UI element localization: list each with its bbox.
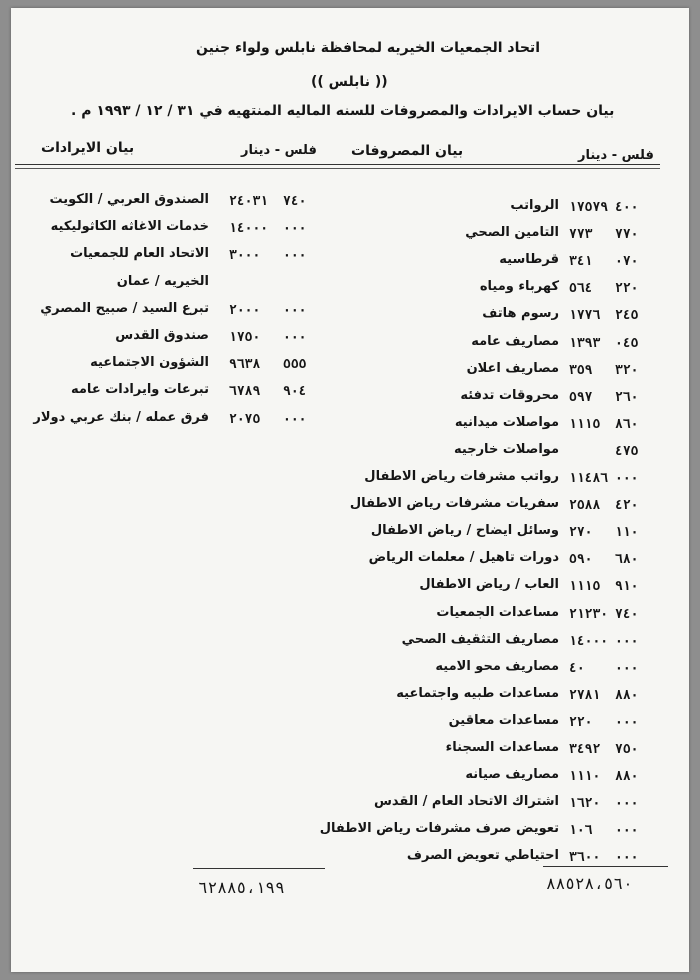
expense-label: مساعدات طبيه واجتماعيه (396, 685, 559, 701)
expense-label: وسائل ايضاح / رياض الاطفال (370, 523, 559, 539)
expense-fils: ٢٢٠ (615, 281, 639, 297)
expense-label: مواصلات ميدانيه (454, 414, 559, 430)
expense-label: الرواتب (510, 198, 559, 213)
expense-label: العاب / رياض الاطفال (419, 577, 559, 593)
expense-fils: ٠٠٠ (615, 471, 639, 486)
revenue-label: صندوق القدس (115, 328, 209, 343)
expense-dinar: ١٧٧٦ (569, 308, 601, 324)
revenue-label: تبرع السيد / صبيح المصري (40, 300, 209, 316)
revenue-fils: ٠٠٠ (283, 411, 307, 427)
expense-fils: ٧٥٠ (615, 742, 639, 757)
expense-label: التامين الصحي (465, 225, 559, 241)
expense-dinar: ٥٩٠ (569, 552, 593, 568)
expense-fils: ٠٠٠ (615, 850, 639, 866)
revenue-fils: ٠٠٠ (283, 221, 307, 237)
expense-dinar: ١٦٢٠ (569, 796, 601, 812)
revenue-fils: ٥٥٥ (283, 357, 307, 373)
expense-dinar: ١١١٥ (569, 579, 601, 595)
header-divider-2 (15, 168, 660, 169)
expense-fils: ١١٠ (615, 525, 639, 541)
revenue-fils: ٩٠٤ (283, 384, 307, 400)
expense-fils: ٨٨٠ (615, 769, 639, 785)
expense-dinar: ٢٧٨١ (569, 687, 601, 703)
expense-dinar: ٢٧٠ (569, 525, 593, 541)
expenses-total-line (543, 866, 668, 867)
col-header-revenues: بيان الايرادات (41, 140, 135, 156)
expense-fils: ٤٢٠ (615, 498, 639, 514)
expense-fils: ٠٧٠ (615, 254, 639, 270)
expense-dinar: ٤٠ (569, 660, 585, 676)
expense-label: مصاريف محو الاميه (435, 658, 559, 674)
expense-fils: ٨٨٠ (615, 687, 639, 703)
expense-fils: ٧٧٠ (615, 227, 639, 243)
revenue-label: الصندوق العربي / الكويت (49, 192, 209, 207)
revenue-dinar: ٦٧٨٩ (229, 384, 261, 400)
expenses-total: ٨٨٥٢٨،٥٦٠ (546, 874, 633, 893)
expense-dinar: ٧٧٣ (569, 227, 593, 243)
col-header-expenses: بيان المصروفات (351, 143, 464, 159)
expense-fils: ٠٠٠ (615, 633, 639, 649)
expense-dinar: ١١٤٨٦ (569, 471, 609, 486)
revenue-fils: ٠٠٠ (283, 330, 307, 345)
expense-dinar: ٢٢٠ (569, 714, 593, 730)
expense-fils: ٠٠٠ (615, 796, 639, 812)
expense-fils: ٧٤٠ (615, 606, 639, 622)
revenues-total: ٦٢٨٨٥،١٩٩ (198, 878, 285, 897)
expense-dinar: ١٧٥٧٩ (569, 200, 609, 215)
document-subtitle: (( نابلس )) (311, 74, 388, 90)
revenue-label: خدمات الاغاثه الكاثوليكيه (50, 219, 209, 235)
expense-fils: ٤٧٥ (615, 443, 639, 459)
expense-label: قرطاسيه (499, 252, 559, 268)
expense-dinar: ٥٩٧ (569, 389, 593, 405)
expense-dinar: ٣٦٠٠ (569, 850, 601, 866)
header-divider (15, 164, 660, 165)
expense-label: رواتب مشرفات رياض الاطفال (364, 469, 559, 484)
expense-fils: ٠٤٥ (615, 335, 639, 351)
expense-dinar: ٢٥٨٨ (569, 498, 601, 514)
expense-dinar: ١٣٩٣ (569, 335, 601, 351)
expense-fils: ٠٠٠ (615, 714, 639, 730)
expense-label: مصاريف التثقيف الصحي (401, 631, 559, 647)
expense-fils: ٤٠٠ (615, 200, 639, 215)
expense-dinar: ٣٥٩ (569, 362, 593, 378)
expense-dinar: ٢١٢٣٠ (569, 606, 609, 622)
revenues-total-line (193, 868, 325, 869)
expense-dinar: ١٠٦ (569, 823, 593, 839)
expense-label: كهرباء ومياه (479, 279, 559, 295)
expense-label: اشتراك الاتحاد العام / القدس (373, 794, 559, 810)
expense-label: مساعدات الجمعيات (436, 604, 559, 620)
revenue-label: الشؤون الاجتماعيه (90, 355, 209, 371)
revenue-fils: ٠٠٠ (283, 302, 307, 318)
revenue-dinar: ٢٤٠٣١ (229, 194, 269, 209)
revenue-dinar: ٩٦٣٨ (229, 357, 261, 373)
expense-label: تعويض صرف مشرفات رياض الاطفال (319, 821, 559, 837)
expense-label: رسوم هاتف (482, 306, 559, 322)
revenue-label: تبرعات وايرادات عامه (71, 382, 209, 398)
expense-dinar: ١١١٠ (569, 769, 601, 785)
revenue-dinar: ١٧٥٠ (229, 330, 261, 345)
expense-label: محروقات تدفئه (460, 387, 559, 403)
statement-heading: بيان حساب الايرادات والمصروفات للسنه الماليه المنتهيه في ٣١ / ١٢ / ١٩٩٣ م . (71, 103, 615, 119)
expense-label: مصاريف عامه (471, 333, 559, 349)
expense-dinar: ١٤٠٠٠ (569, 633, 609, 649)
expense-label: دورات تاهيل / معلمات الرياض (368, 550, 559, 566)
revenue-label: الاتحاد العام للجمعيات (70, 246, 209, 262)
expense-fils: ٨٦٠ (615, 416, 639, 432)
revenue-dinar: ١٤٠٠٠ (229, 221, 269, 237)
expense-label: سفريات مشرفات رياض الاطفال (349, 496, 559, 512)
expense-label: مساعدات معاقين (448, 712, 559, 728)
expense-dinar: ٣٤٩٢ (569, 742, 601, 757)
revenue-fils: ٠٠٠ (283, 248, 307, 264)
expense-dinar: ٥٦٤ (569, 281, 593, 297)
expense-label: احتياطي تعويض الصرف (406, 848, 559, 864)
expense-label: مصاريف صيانه (465, 767, 559, 783)
col-header-fils-dinar-left: فلس - دينار (241, 143, 317, 158)
expense-fils: ٢٦٠ (615, 389, 639, 405)
expense-fils: ٢٤٥ (615, 308, 639, 324)
expense-label: مواصلات خارجيه (454, 441, 559, 457)
expense-dinar: ٣٤١ (569, 254, 593, 270)
col-header-fils-dinar-right: فلس - دينار (578, 148, 654, 163)
expense-label: مصاريف اعلان (466, 360, 559, 376)
revenue-fils: ٧٤٠ (283, 194, 307, 209)
expense-fils: ٠٠٠ (615, 823, 639, 839)
revenue-dinar: ٢٠٠٠ (229, 302, 261, 318)
expense-fils: ٣٢٠ (615, 362, 639, 378)
expense-fils: ٩١٠ (615, 579, 639, 595)
revenue-dinar: ٣٠٠٠ (229, 248, 261, 264)
expense-dinar: ١١١٥ (569, 416, 601, 432)
document-title: اتحاد الجمعيات الخيريه لمحافظة نابلس ولواء جنين (196, 40, 540, 56)
expense-fils: ٦٨٠ (615, 552, 639, 568)
expense-fils: ٠٠٠ (615, 660, 639, 676)
revenue-label: الخيريه / عمان (116, 273, 209, 289)
expense-label: مساعدات السجناء (445, 740, 559, 755)
revenue-dinar: ٢٠٧٥ (229, 411, 261, 427)
document-page (11, 8, 689, 972)
revenue-label: فرق عمله / بنك عربي دولار (33, 409, 209, 425)
